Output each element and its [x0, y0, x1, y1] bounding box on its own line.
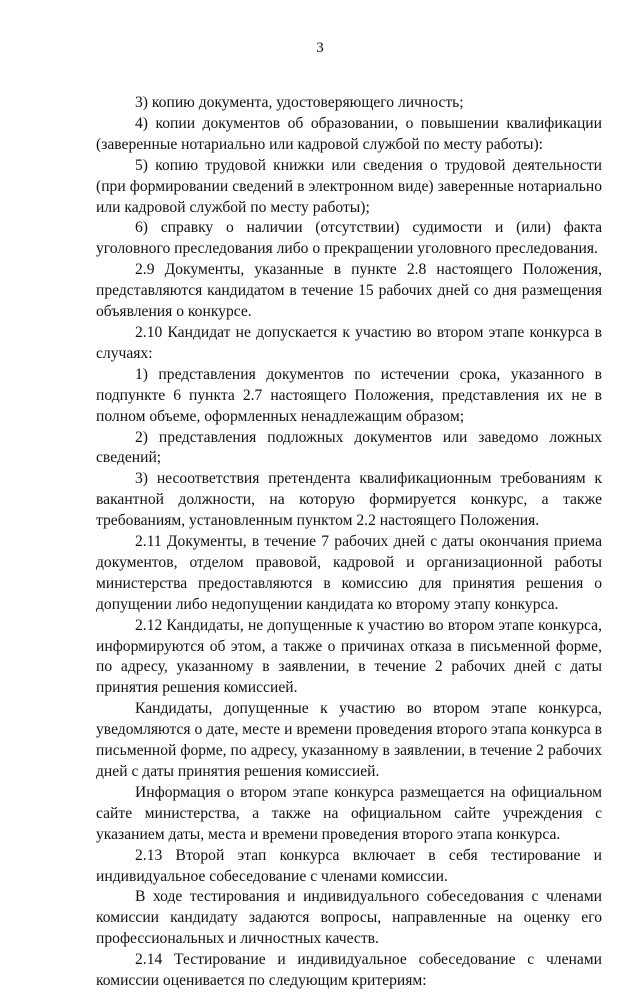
paragraph-item-4-education: 4) копии документов об образовании, о повышении квалификации (заверенные нотариально или кадровой службой по месту работы): — [96, 114, 602, 153]
paragraph-item-3-passport: 3) копию документа, удостоверяющего личность; — [135, 94, 464, 111]
page-number: 3 — [316, 40, 324, 56]
paragraph-interview-questions: В ходе тестирования и индивидуального собеседования с членами комиссии кандидату задаются вопросы, направленные на оценку его профессиональных и личностных качеств. — [96, 888, 602, 948]
document-body — [96, 93, 602, 992]
paragraph-2-12: 2.12 Кандидаты, не допущенные к участию во втором этапе конкурса, информируются об этом, а также о причинах отказа в письменной форме, по адресу, указанному в заявлении, в течение 2 рабочих дней с даты принятия решения комиссией. — [96, 616, 602, 697]
paragraph-2-10-item-1: 1) представления документов по истечении срока, указанного в подпункте 6 пункта 2.7 настоящего Положения, представления их не в полном объеме, оформленных ненадлежащим образом; — [96, 365, 602, 425]
paragraph-2-11: 2.11 Документы, в течение 7 рабочих дней с даты окончания приема документов, отделом правовой, кадровой и организационной работы министерства предоставляются в комиссию для принятия решения о допущении либо недопущении кандидата ко второму этапу конкурса. — [96, 533, 602, 613]
paragraph-2-10: 2.10 Кандидат не допускается к участию во втором этапе конкурса в случаях: — [96, 323, 602, 362]
paragraph-2-10-item-2: 2) представления подложных документов или заведомо ложных сведений; — [96, 428, 602, 467]
paragraph-second-stage-info: Информация о втором этапе конкурса размещается на официальном сайте министерства, а также на официальном сайте учреждения с указанием даты, места и времени проведения второго этапа конкурса. — [96, 783, 602, 843]
paragraph-2-9: 2.9 Документы, указанные в пункте 2.8 настоящего Положения, представляются кандидатом в течение 15 рабочих дней со дня размещения объявления о конкурсе. — [96, 261, 602, 321]
paragraph-2-10-item-3: 3) несоответствия претендента квалификационным требованиям к вакантной должности, на которую формируется конкурс, а также требованиям, установленным пунктом 2.2 настоящего Положения. — [96, 470, 602, 530]
paragraph-2-13: 2.13 Второй этап конкурса включает в себя тестирование и индивидуальное собеседование с членами комиссии. — [96, 846, 602, 885]
paragraph-2-14: 2.14 Тестирование и индивидуальное собеседование с членами комиссии оценивается по следующим критериям: — [96, 951, 602, 990]
paragraph-admitted-candidates: Кандидаты, допущенные к участию во втором этапе конкурса, уведомляются о дате, месте и времени проведения второго этапа конкурса в письменной форме, по адресу, указанному в заявлении, в течение 2 рабочих дней с даты принятия решения комиссией. — [96, 700, 602, 780]
paragraph-item-6-criminal-record: 6) справку о наличии (отсутствии) судимости и (или) факта уголовного преследования либо о прекращении уголовного преследования. — [96, 219, 602, 258]
paragraph-item-5-employment-book: 5) копию трудовой книжки или сведения о трудовой деятельности (при формировании сведений в электронном виде) заверенные нотариально или кадровой службой по месту работы); — [96, 156, 602, 216]
